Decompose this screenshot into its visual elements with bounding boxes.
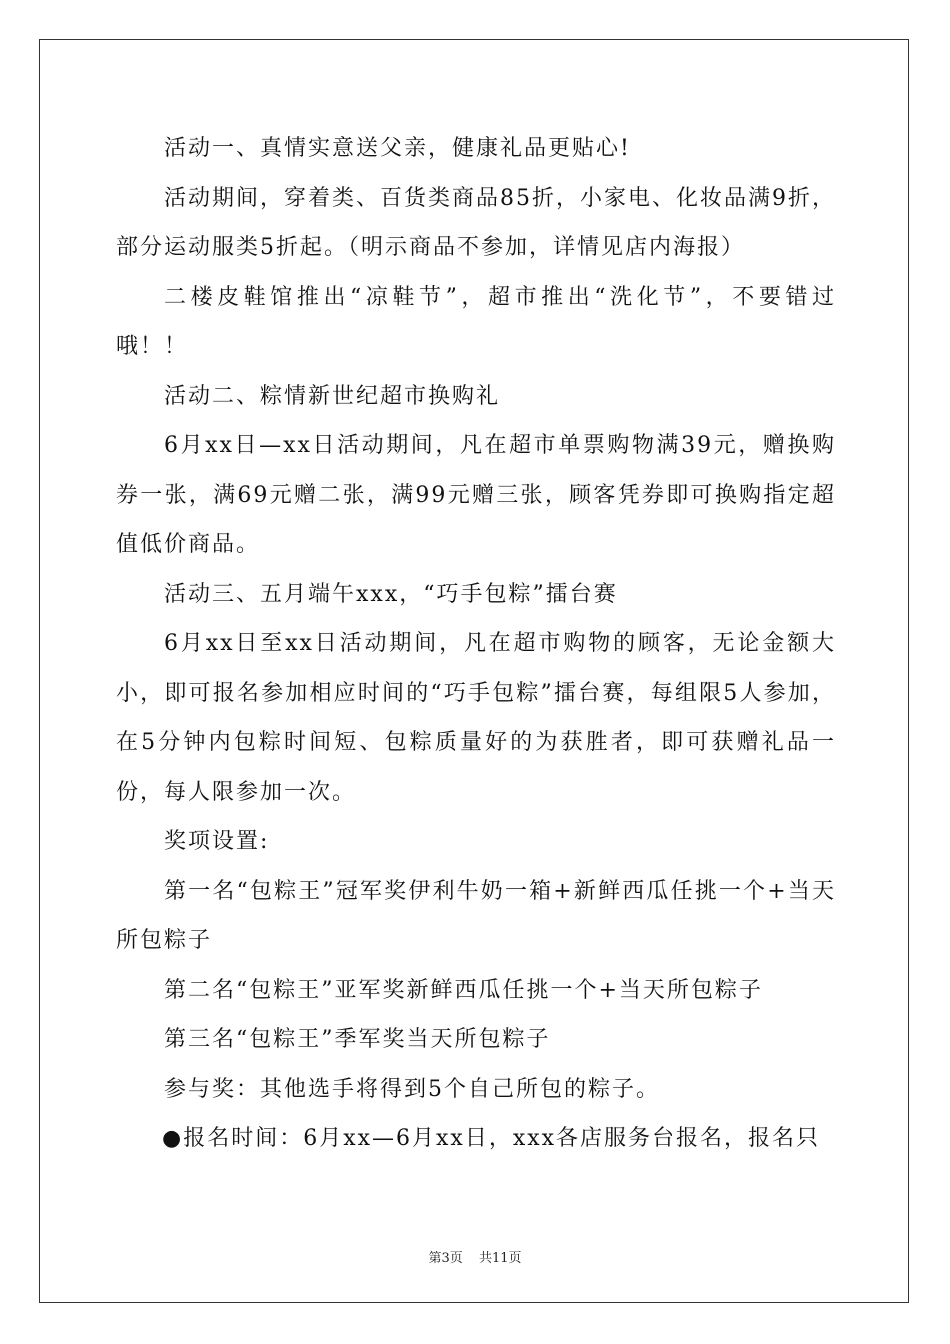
page-total: 共11页 (478, 1251, 522, 1266)
paragraph-registration-time: ●报名时间：6月xx—6月xx日，xxx各店服务台报名，报名只 (162, 1126, 821, 1151)
paragraph-activity-3-title: 活动三、五月端午xxx，“巧手包粽”擂台赛 (164, 581, 618, 607)
paragraph-activity-1-title: 活动一、真情实意送父亲，健康礼品更贴心! (164, 136, 631, 161)
paragraph-activity-2-title: 活动二、粽情新世纪超市换购礼 (164, 383, 501, 409)
page-number: 第3页 (428, 1251, 463, 1266)
paragraph-prize-heading: 奖项设置: (164, 829, 270, 854)
paragraph-activity-1-discounts: 活动期间，穿着类、百货类商品85折，小家电、化妆品满9折，部分运动服类5折起。（明示商品不参加，详情见店内海报） (116, 185, 836, 260)
paragraph-activity-3-details: 6月xx日至xx日活动期间，凡在超市购物的顾客，无论金额大小，即可报名参加相应时间的“巧手包粽”擂台赛，每组限5人参加，在5分钟内包粽时间短、包粽质量好的为获胜者，即可获赠礼品一份，每人限参加一次。 (116, 631, 836, 805)
paragraph-activity-2-details: 6月xx日—xx日活动期间，凡在超市单票购物满39元，赠换购券一张，满69元赠二张，满99元赠三张，顾客凭券即可换购指定超值低价商品。 (116, 433, 836, 557)
paragraph-second-prize: 第二名“包粽王”亚军奖新鲜西瓜任挑一个+当天所包粽子 (164, 977, 763, 1003)
paragraph-activity-1-festivals: 二楼皮鞋馆推出“凉鞋节”，超市推出“洗化节”，不要错过哦！！ (116, 284, 836, 359)
paragraph-first-prize: 第一名“包粽王”冠军奖伊利牛奶一箱+新鲜西瓜任挑一个+当天所包粽子 (116, 878, 836, 953)
paragraph-participation-prize: 参与奖：其他选手将得到5个自己所包的粽子。 (164, 1076, 660, 1102)
paragraph-third-prize: 第三名“包粽王”季军奖当天所包粽子 (164, 1027, 551, 1052)
page-footer (0, 1247, 950, 1266)
document-body (116, 124, 836, 1164)
